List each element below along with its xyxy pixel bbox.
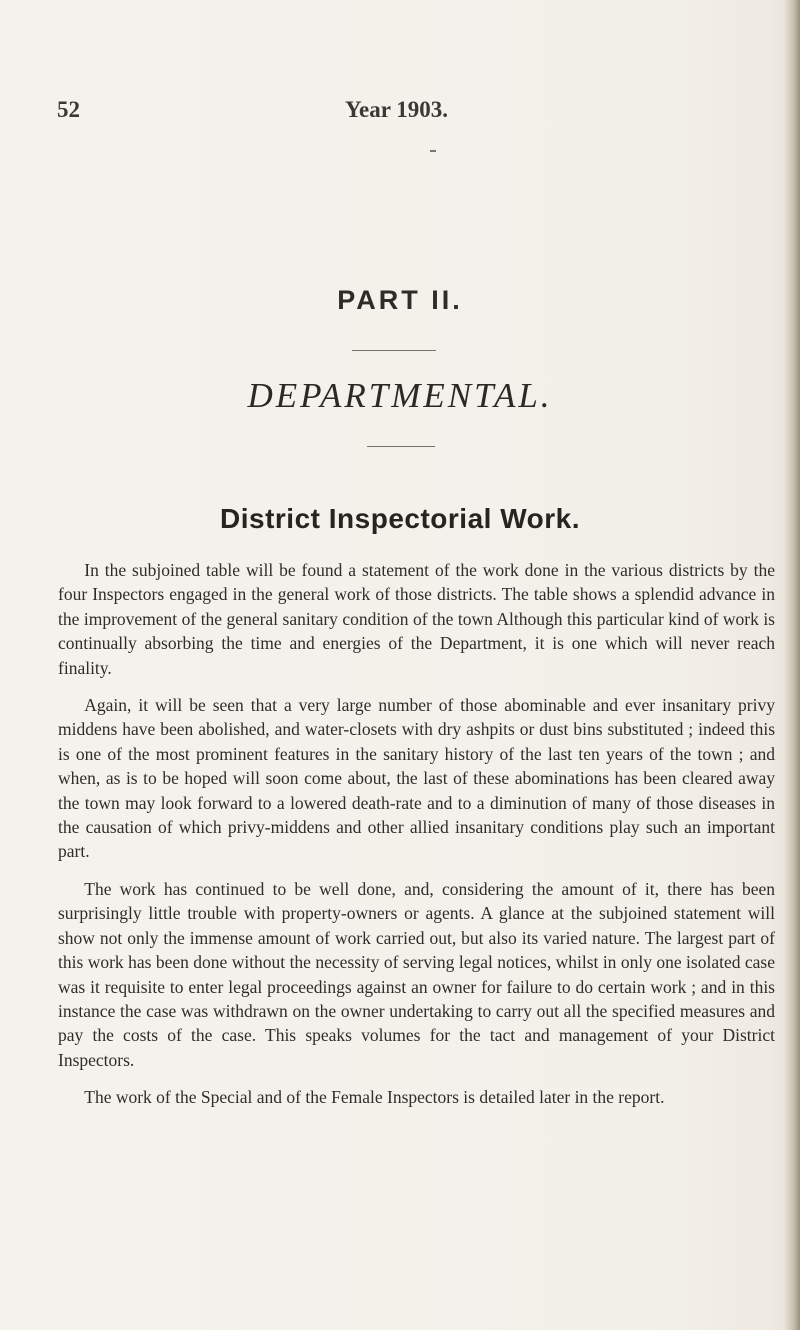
body-text: [58, 558, 775, 1123]
sub-heading: District Inspectorial Work.: [220, 503, 580, 534]
part-heading: PART II.: [337, 285, 463, 315]
paragraph: Again, it will be seen that a very large number of those abominable and ever insanitary privy middens have been abolished, and water-closets with dry ashpits or dust bins substituted ; indeed this is one of the most prominent features in the sanitary history of the last ten years of the town ; and when, as is to be hoped will soon come about, the last of these abominations has been cleared away the town may look forward to a lowered death-rate and to a diminution of many of those diseases in the causation of which privy-middens and other allied insanitary conditions play such an important part.: [58, 695, 775, 862]
paragraph: The work of the Special and of the Female Inspectors is detailed later in the report.: [84, 1087, 665, 1108]
page-number: 52: [57, 97, 80, 122]
section-heading: DEPARTMENTAL.: [247, 376, 553, 415]
divider-rule: [352, 350, 436, 351]
ink-mark: [430, 150, 436, 152]
paragraph: In the subjoined table will be found a statement of the work done in the various districts by the four Inspectors engaged in the general work of those districts. The table shows a splendid advance in the improvement of the general sanitary condition of the town Although this particular kind of work is continually absorbing the time and energies of the Department, it is one which will never reach finality.: [58, 560, 775, 678]
page-edge-shadow: [784, 0, 800, 1330]
paragraph: The work has continued to be well done, and, considering the amount of it, there has been surprisingly little trouble with property-owners or agents. A glance at the subjoined statement will show not only the immense amount of work carried out, but also its varied nature. The largest part of this work has been done without the necessity of serving legal notices, whilst in only one isolated case was it requisite to enter legal proceedings against an owner for failure to do certain work ; and in this instance the case was withdrawn on the owner undertaking to carry out all the specified measures and pay the costs of the case. This speaks volumes for the tact and management of your District Inspectors.: [58, 878, 775, 1070]
running-head: Year 1903.: [345, 97, 449, 122]
divider-rule: [367, 446, 435, 447]
